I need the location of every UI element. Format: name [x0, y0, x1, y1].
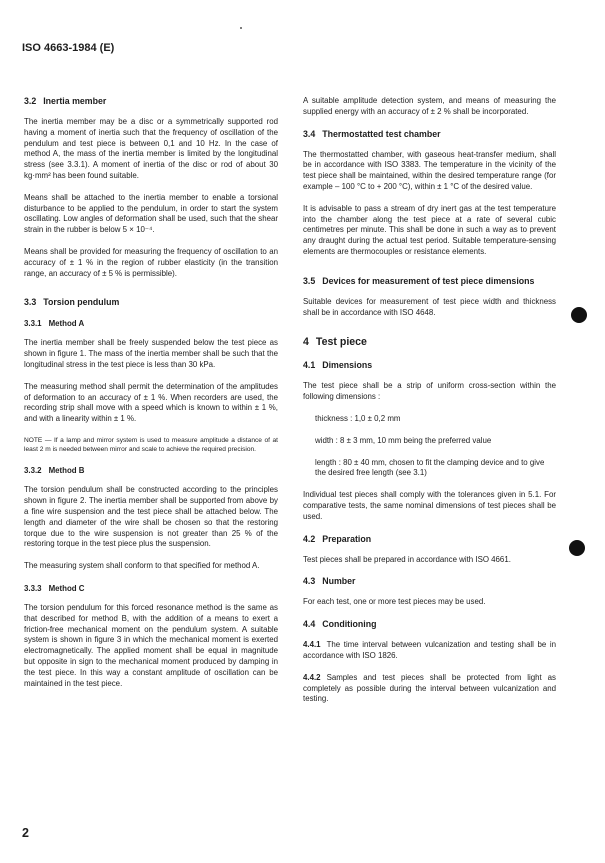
section-3-3-1-paragraph-2: The measuring method shall permit the determination of the amplitudes of deformation to an accuracy of ± 1 %. When recorders are used, the recording strip shall move with a speed which is known to within ± 1 %, and with a linearity within ± 1 %.	[24, 381, 278, 424]
width-dimension: width : 8 ± 3 mm, 10 mm being the preferred value	[315, 435, 492, 445]
section-3-4-paragraph-1: The thermostatted chamber, with gaseous heat-transfer medium, shall be in accordance with ISO 3383. The temperature in the vicinity of the test piece shall be maintained, within the desired temperature range (for example – 100 °C to + 200 °C), within ± 1 °C of the desired value.	[303, 149, 556, 191]
section-3-3-3-heading: 3.3.3 Method C	[24, 583, 85, 593]
section-3-3-1-heading: 3.3.1 Method A	[24, 319, 85, 329]
section-3-3-2-paragraph-1: The torsion pendulum shall be constructed according to the principles shown in figure 2. The inertia member shall be supported from above by a fine wire suspension and the test piece shall be attached below. The length and diameter of the wire shall be chosen so that the restoring torque due to the wire suspension is not greater than 25 % of the restoring torque in the test piece plus the suspension.	[24, 485, 278, 549]
section-3-2-heading: 3.2 Inertia member	[24, 96, 107, 106]
section-3-4-paragraph-2: It is advisable to pass a stream of dry inert gas at the test temperature into the chamber along the test piece at a rate of several cubic centimetres per minute. This shall be done in such a way as to prevent any draught during the actual test period. Suitable temperature-sensing elements are thermocouples or resistance elements.	[303, 203, 556, 256]
section-4-1-heading: 4.1 Dimensions	[303, 360, 373, 371]
section-4-heading: 4 Test piece	[303, 336, 367, 349]
section-3-4-heading: 3.4 Thermostatted test chamber	[303, 128, 441, 139]
section-3-3-2-paragraph-2: The measuring system shall conform to that specified for method A.	[24, 561, 260, 571]
section-3-3-heading: 3.3 Torsion pendulum	[24, 297, 120, 308]
section-3-3-1-note: NOTE — If a lamp and mirror system is used to measure amplitude a distance of at least 2 m is needed between mirror and scale to achieve the required precision.	[24, 436, 278, 454]
section-4-4-heading: 4.4 Conditioning	[303, 619, 377, 630]
section-4-4-2-paragraph: 4.4.2 Samples and test pieces shall be protected from light as completely as possible during the interval between vulcanization and testing.	[303, 672, 556, 704]
section-3-5-heading: 3.5 Devices for measurement of test piece dimensions	[303, 275, 535, 286]
thickness-dimension: thickness : 1,0 ± 0,2 mm	[315, 413, 401, 423]
section-3-3-1-paragraph-1: The inertia member shall be freely suspended below the test piece as shown in figure 1. The mass of the inertia member shall be such that the longitudinal stress in the test piece is less than 30 kPa.	[24, 338, 278, 369]
section-4-1-paragraph-1: The test piece shall be a strip of uniform cross-section within the following dimensions :	[303, 381, 556, 402]
section-3-2-paragraph-3: Means shall be provided for measuring the frequency of oscillation to an accuracy of ± 1 % in the region of rubber elasticity (in the transition range, an accuracy of ± 5 % is permissible).	[24, 246, 278, 278]
punch-hole-dot	[571, 307, 587, 323]
right-column	[303, 96, 556, 716]
left-column	[24, 96, 278, 700]
section-4-4-1-paragraph: 4.4.1 The time interval between vulcanization and testing shall be in accordance with ISO 1826.	[303, 640, 556, 660]
section-4-2-heading: 4.2 Preparation	[303, 533, 372, 544]
punch-hole-dot	[569, 540, 585, 556]
length-dimension: length : 80 ± 40 mm, chosen to fit the clamping device and to give the desired free length (see 3.1)	[315, 457, 545, 478]
page-number: 2	[22, 826, 29, 840]
section-3-2-paragraph-1: The inertia member may be a disc or a symmetrically supported rod having a moment of inertia such that the frequency of oscillation of the pendulum and test piece is between 0,1 and 10 Hz. In the case of method A, the mass of the inertia member is limited by the longitudinal stress (see 3.3.1). A moment of inertia of the disc or rod of about 30 kg·mm² has been found suitable.	[24, 117, 278, 180]
section-3-2-paragraph-2: Means shall be attached to the inertia member to enable a torsional disturbance to be applied to the pendulum, in order to start the system oscillating. Low angles of deformation shall be used, such that the shear strain in the rubber is below 5 × 10⁻⁴.	[24, 192, 278, 235]
section-4-2-paragraph-1: Test pieces shall be prepared in accordance with ISO 4661.	[303, 554, 511, 564]
section-3-3-2-heading: 3.3.2 Method B	[24, 466, 85, 476]
section-4-3-heading: 4.3 Number	[303, 576, 356, 587]
section-3-5-paragraph-1: Suitable devices for measurement of test piece width and thickness shall be in accordance with ISO 4648.	[303, 296, 556, 317]
document-id-header: ISO 4663-1984 (E)	[22, 42, 115, 54]
scan-speck	[240, 27, 242, 29]
section-4-1-paragraph-2: Individual test pieces shall comply with the tolerances given in 5.1. For comparative tests, the same nominal dimensions of test pieces shall be used.	[303, 490, 556, 521]
section-3-3-3-paragraph-1: The torsion pendulum for this forced resonance method is the same as that described for method B, with the addition of a means to exert a friction-free mechanical moment on the pendulum system. A suitable system is shown in figure 3 in which the mechanical moment is exerted electromagnetically. The applied moment shall be equal in magnitude but opposite in sign to the mechanical moment produced by damping in the test piece. In this way a constant amplitude of oscillation can be maintained in the test piece.	[24, 602, 278, 688]
section-4-3-paragraph-1: For each test, one or more test pieces may be used.	[303, 597, 486, 607]
amplitude-detection-paragraph: A suitable amplitude detection system, and means of measuring the supplied energy with an accuracy of ± 2 % shall be incorporated.	[303, 96, 556, 116]
